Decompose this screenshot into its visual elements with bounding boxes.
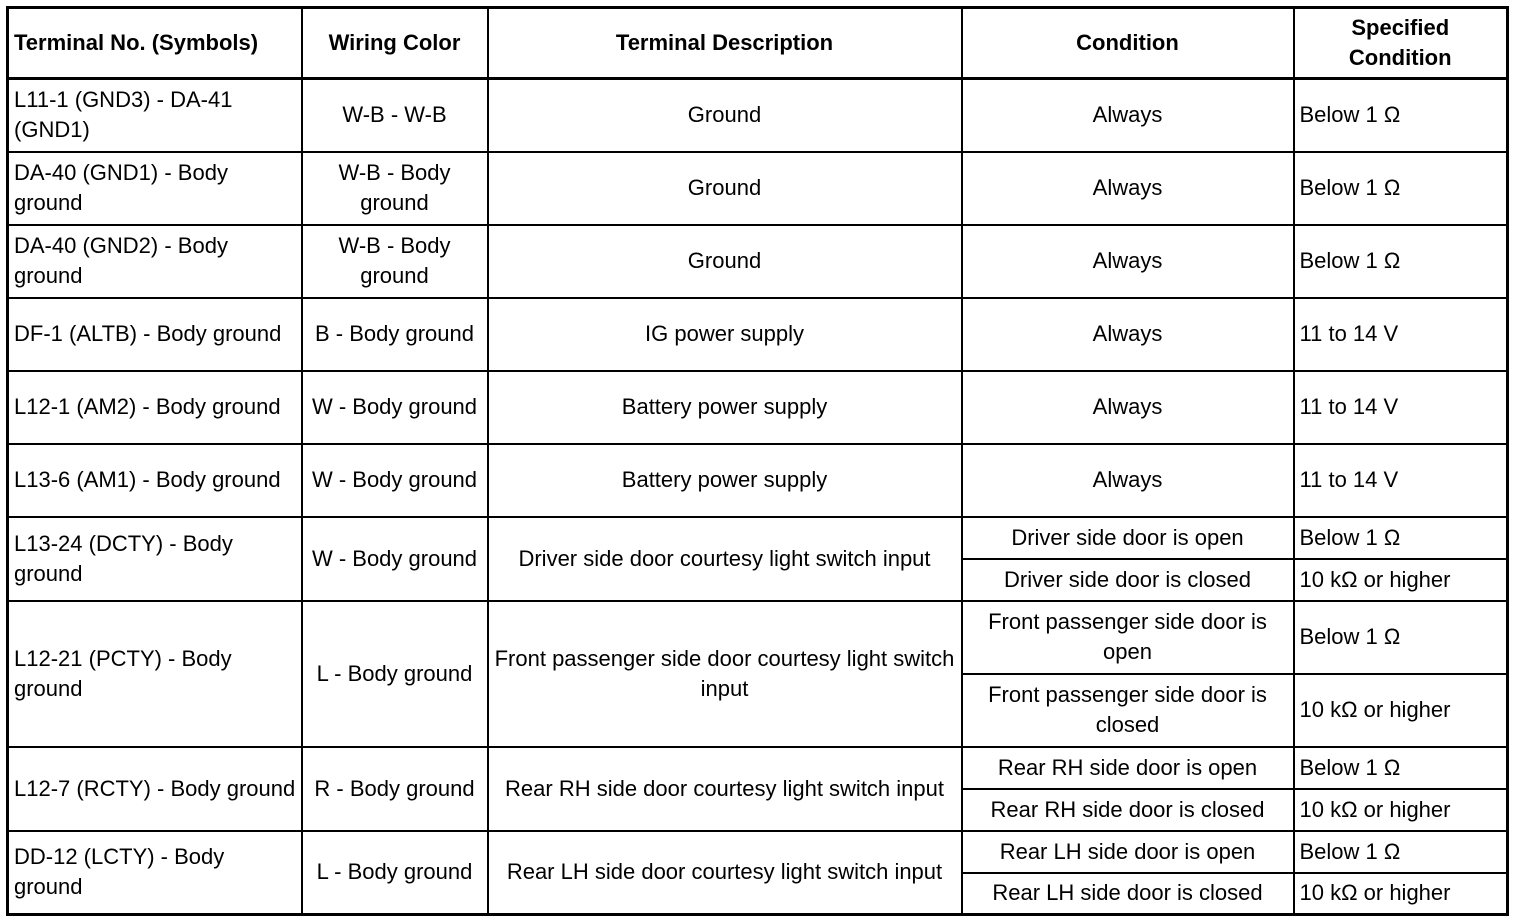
specified-cell: 10 kΩ or higher bbox=[1294, 559, 1508, 601]
description-cell: Rear RH side door courtesy light switch input bbox=[488, 747, 962, 831]
table-row bbox=[8, 225, 1508, 298]
wiring-cell: L - Body ground bbox=[302, 831, 488, 915]
table-row bbox=[8, 444, 1508, 517]
terminal-cell: L13-24 (DCTY) - Body ground bbox=[8, 517, 302, 601]
specified-cell: 11 to 14 V bbox=[1294, 298, 1508, 371]
specified-cell: 11 to 14 V bbox=[1294, 444, 1508, 517]
specified-cell: Below 1 Ω bbox=[1294, 152, 1508, 225]
condition-cell: Rear RH side door is closed bbox=[962, 789, 1294, 831]
table-row bbox=[8, 152, 1508, 225]
table-row bbox=[8, 747, 1508, 789]
terminal-cell: DA-40 (GND1) - Body ground bbox=[8, 152, 302, 225]
description-cell: Rear LH side door courtesy light switch input bbox=[488, 831, 962, 915]
terminal-cell: DF-1 (ALTB) - Body ground bbox=[8, 298, 302, 371]
wiring-cell: W - Body ground bbox=[302, 517, 488, 601]
description-cell: IG power supply bbox=[488, 298, 962, 371]
table-row bbox=[8, 831, 1508, 873]
description-cell: Ground bbox=[488, 152, 962, 225]
description-cell: Battery power supply bbox=[488, 444, 962, 517]
condition-cell: Driver side door is closed bbox=[962, 559, 1294, 601]
condition-cell: Rear LH side door is closed bbox=[962, 873, 1294, 915]
specified-cell: Below 1 Ω bbox=[1294, 601, 1508, 674]
condition-cell: Always bbox=[962, 298, 1294, 371]
specified-cell: 11 to 14 V bbox=[1294, 371, 1508, 444]
condition-cell: Front passenger side door is open bbox=[962, 601, 1294, 674]
condition-cell: Rear LH side door is open bbox=[962, 831, 1294, 873]
condition-cell: Always bbox=[962, 444, 1294, 517]
description-cell: Driver side door courtesy light switch input bbox=[488, 517, 962, 601]
table-row bbox=[8, 517, 1508, 559]
specified-cell: Below 1 Ω bbox=[1294, 79, 1508, 152]
header-condition: Condition bbox=[962, 8, 1294, 79]
terminal-cell: L12-1 (AM2) - Body ground bbox=[8, 371, 302, 444]
header-terminal: Terminal No. (Symbols) bbox=[8, 8, 302, 79]
wiring-cell: B - Body ground bbox=[302, 298, 488, 371]
description-cell: Battery power supply bbox=[488, 371, 962, 444]
specified-cell: Below 1 Ω bbox=[1294, 517, 1508, 559]
table-row bbox=[8, 79, 1508, 152]
condition-cell: Driver side door is open bbox=[962, 517, 1294, 559]
table-row bbox=[8, 298, 1508, 371]
table-row bbox=[8, 371, 1508, 444]
description-cell: Ground bbox=[488, 225, 962, 298]
terminal-cell: L13-6 (AM1) - Body ground bbox=[8, 444, 302, 517]
wiring-cell: W-B - W-B bbox=[302, 79, 488, 152]
terminal-cell: DD-12 (LCTY) - Body ground bbox=[8, 831, 302, 915]
description-cell: Front passenger side door courtesy light switch input bbox=[488, 601, 962, 747]
wiring-cell: R - Body ground bbox=[302, 747, 488, 831]
wiring-cell: W-B - Body ground bbox=[302, 225, 488, 298]
header-terminal-description: Terminal Description bbox=[488, 8, 962, 79]
terminal-cell: L12-7 (RCTY) - Body ground bbox=[8, 747, 302, 831]
specified-cell: 10 kΩ or higher bbox=[1294, 873, 1508, 915]
condition-cell: Rear RH side door is open bbox=[962, 747, 1294, 789]
wiring-cell: L - Body ground bbox=[302, 601, 488, 747]
condition-cell: Always bbox=[962, 152, 1294, 225]
terminal-cell: L12-21 (PCTY) - Body ground bbox=[8, 601, 302, 747]
condition-cell: Always bbox=[962, 225, 1294, 298]
wiring-cell: W - Body ground bbox=[302, 444, 488, 517]
condition-cell: Front passenger side door is closed bbox=[962, 674, 1294, 747]
condition-cell: Always bbox=[962, 371, 1294, 444]
condition-cell: Always bbox=[962, 79, 1294, 152]
wiring-cell: W-B - Body ground bbox=[302, 152, 488, 225]
wiring-cell: W - Body ground bbox=[302, 371, 488, 444]
specified-cell: 10 kΩ or higher bbox=[1294, 674, 1508, 747]
terminal-cell: L11-1 (GND3) - DA-41 (GND1) bbox=[8, 79, 302, 152]
terminal-spec-table bbox=[6, 6, 1509, 916]
table-row bbox=[8, 601, 1508, 674]
description-cell: Ground bbox=[488, 79, 962, 152]
header-wiring-color: Wiring Color bbox=[302, 8, 488, 79]
header-specified-condition bbox=[1294, 8, 1508, 79]
specified-cell: Below 1 Ω bbox=[1294, 831, 1508, 873]
header-row bbox=[8, 8, 1508, 79]
specified-cell: 10 kΩ or higher bbox=[1294, 789, 1508, 831]
specified-cell: Below 1 Ω bbox=[1294, 225, 1508, 298]
terminal-cell: DA-40 (GND2) - Body ground bbox=[8, 225, 302, 298]
specified-cell: Below 1 Ω bbox=[1294, 747, 1508, 789]
header-specified-line1: Specified bbox=[1351, 15, 1450, 40]
header-specified-line2: Condition bbox=[1348, 45, 1452, 70]
